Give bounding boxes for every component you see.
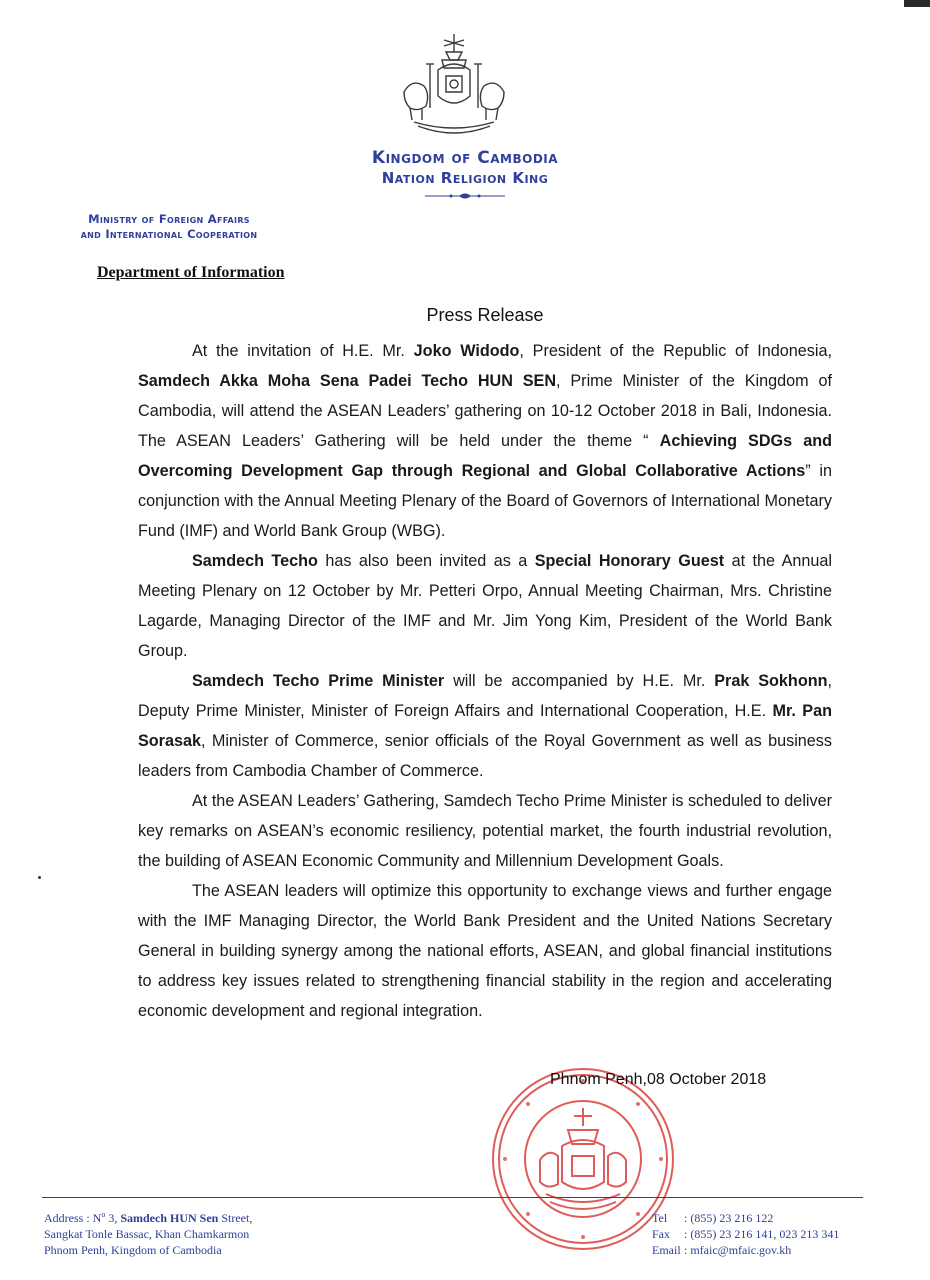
tel-value: : (855) 23 216 122 — [684, 1211, 774, 1225]
p3-prak-sokhonn: Prak Sokhonn — [714, 672, 828, 690]
p1-text-c: , President of the Republic of Indonesia, — [519, 342, 833, 360]
fax-value: : (855) 23 216 141, 023 213 341 — [684, 1227, 840, 1241]
scan-edge-mark — [904, 0, 930, 7]
fax-row — [652, 1226, 839, 1242]
p1-name-widodo: Joko Widodo — [413, 342, 520, 360]
p1-text-g: ” in conjunction with the Annual Meeting Plenary of the Board of Governors of International Monetary Fund (IMF) and World Bank Group (WBG). — [138, 462, 832, 540]
email-row — [652, 1242, 839, 1258]
paragraph-2 — [138, 546, 832, 666]
p2-honorary-guest: Special Honorary Guest — [534, 552, 725, 570]
address-number: 3, — [105, 1211, 121, 1225]
scan-speck — [38, 876, 41, 879]
p3-text-b: will be accompanied by H.E. Mr. — [444, 672, 715, 690]
fax-label: Fax — [652, 1227, 670, 1241]
press-release-body — [138, 336, 832, 1026]
ministry-line-1: Ministry of Foreign Affairs — [88, 212, 250, 226]
p2-text-d: at the Annual Meeting Plenary on 12 October by Mr. Petteri Orpo, Annual Meeting Chairman, Mrs. Christine Lagarde, Managing Director of the IMF and Mr. Jim Yong Kim, President of the World Bank Group. — [138, 552, 832, 660]
place-and-date: Phnom Penh,08 October 2018 — [550, 1071, 767, 1088]
p2-samdech-techo: Samdech Techo — [192, 552, 318, 570]
p1-name-hun-sen: Samdech Akka Moha Sena Padei Techo HUN SEN — [138, 372, 557, 390]
address-street-name: Samdech HUN Sen — [120, 1211, 219, 1225]
paragraph-3 — [138, 666, 832, 786]
national-motto: Nation Religion King — [381, 169, 549, 187]
official-seal-stamp — [488, 1064, 678, 1254]
department-title: Department of Information — [97, 264, 285, 281]
tel-row — [652, 1210, 839, 1226]
royal-crest-emblem — [398, 30, 510, 142]
p1-text-a: At the invitation of H.E. Mr. — [192, 342, 414, 360]
p3-pan-sorasak: Mr. Pan Sorasak — [138, 702, 832, 750]
footer-contact — [652, 1210, 839, 1258]
press-release-title: Press Release — [426, 305, 544, 325]
email-value[interactable]: : mfaic@mfaic.gov.kh — [684, 1243, 792, 1257]
tel-label: Tel — [652, 1211, 668, 1225]
paragraph-4: At the ASEAN Leaders’ Gathering, Samdech Techo Prime Minister is scheduled to deliver key remarks on ASEAN’s economic resiliency, potential market, the fourth industrial revolution, the building of ASEAN Economic Community and Millennium Development Goals. — [138, 792, 832, 870]
p1-theme: Achieving SDGs and Overcoming Development Gap through Regional and Global Collaborative Actions — [138, 432, 832, 480]
p3-text-d: , Deputy Prime Minister, Minister of Foreign Affairs and International Cooperation, H.E. — [138, 672, 832, 720]
address-number-sup: o — [101, 1210, 106, 1219]
footer-divider — [42, 1197, 863, 1198]
paragraph-5: The ASEAN leaders will optimize this opportunity to exchange views and further engage with the IMF Managing Director, the World Bank President and the United Nations Secretary General in building synergy among the national efforts, ASEAN, and global financial institutions to address key issues related to strengthening financial stability in the region and accelerating economic development and regional integration. — [138, 882, 832, 1020]
country-name: Kingdom of Cambodia — [371, 148, 559, 168]
address-prefix: Address : N — [44, 1211, 102, 1225]
footer-address — [44, 1207, 252, 1258]
address-line-3: Phnom Penh, Kingdom of Cambodia — [44, 1243, 222, 1257]
country-heading — [0, 148, 930, 188]
p1-text-e: , Prime Minister of the Kingdom of Cambodia, will attend the ASEAN Leaders’ gathering on 10-12 October 2018 in Bali, Indonesia. The ASEAN Leaders’ Gathering will be held under the theme “ — [138, 372, 832, 450]
address-line-2: Sangkat Tonle Bassac, Khan Chamkarmon — [44, 1227, 250, 1241]
ministry-line-2: and International Cooperation — [80, 227, 258, 241]
paragraph-1 — [138, 336, 832, 546]
address-suffix: Street, — [218, 1211, 253, 1225]
p3-text-f: , Minister of Commerce, senior officials of the Royal Government as well as business leaders from Cambodia Chamber of Commerce. — [138, 732, 832, 780]
address-line-1 — [44, 1207, 252, 1226]
p3-prime-minister: Samdech Techo Prime Minister — [192, 672, 445, 690]
email-label: Email — [652, 1243, 681, 1257]
ministry-heading — [44, 212, 294, 242]
ornament-divider — [415, 191, 515, 201]
p2-text-b: has also been invited as a — [317, 552, 535, 570]
